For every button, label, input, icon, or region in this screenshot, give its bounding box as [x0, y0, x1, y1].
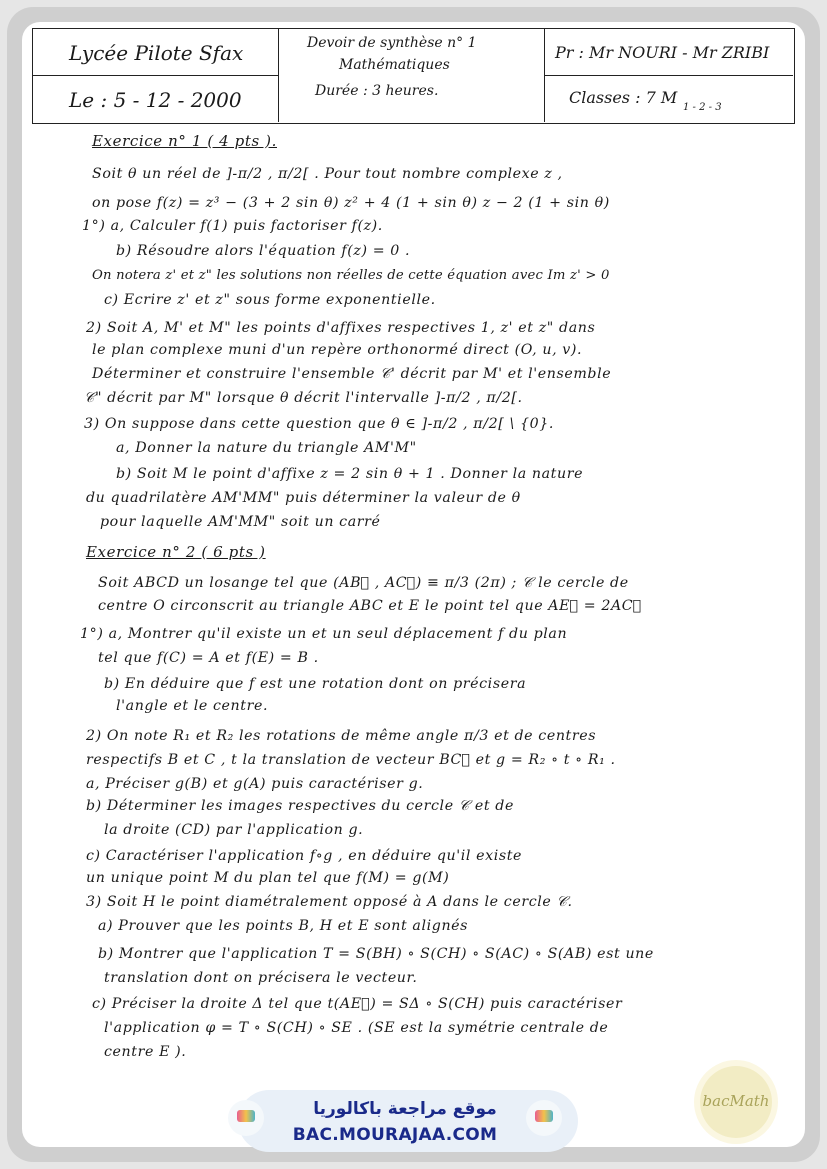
ex2-line: 3) Soit H le point diamétralement opposé à A dans le cercle 𝒞. — [86, 894, 573, 910]
exam-date: Le : 5 - 12 - 2000 — [69, 88, 242, 112]
ex2-line: translation dont on précisera le vecteur. — [104, 970, 418, 986]
ex1-line: b) Résoudre alors l'équation f(z) = 0 . — [116, 243, 411, 259]
watermark-url[interactable]: BAC.MOURAJAA.COM — [292, 1125, 498, 1145]
professors: Pr : Mr NOURI - Mr ZRIBI — [555, 43, 770, 62]
ex1-line: 𝒞" décrit par M" lorsque θ décrit l'intervalle ]-π/2 , π/2[. — [84, 390, 523, 406]
ex1-line: on pose f(z) = z³ − (3 + 2 sin θ) z² + 4 (1 + sin θ) z − 2 (1 + sin θ) — [92, 195, 610, 211]
ex2-line: a) Prouver que les points B, H et E sont alignés — [98, 918, 469, 934]
bacmath-badge-text: bacMath — [702, 1092, 770, 1110]
ex1-line: du quadrilatère AM'MM" puis déterminer la valeur de θ — [86, 490, 521, 506]
exam-subject: Mathématiques — [339, 57, 450, 73]
ex1-line: Soit θ un réel de ]-π/2 , π/2[ . Pour tout nombre complexe z , — [92, 166, 563, 182]
ex2-line: 2) On note R₁ et R₂ les rotations de même angle π/3 et de centres — [86, 728, 597, 744]
ex2-line: un unique point M du plan tel que f(M) = g(M) — [86, 870, 450, 886]
ex1-line: c) Ecrire z' et z" sous forme exponentielle. — [104, 292, 436, 308]
exercise1-title: Exercice n° 1 ( 4 pts ). — [92, 132, 277, 150]
exam-duration: Durée : 3 heures. — [315, 83, 439, 99]
ex2-line: Soit ABCD un losange tel que (AB⃗ , AC⃗) ≡ π/3 (2π) ; 𝒞 le cercle de — [98, 575, 629, 591]
ex1-line: 1°) a, Calculer f(1) puis factoriser f(z). — [82, 218, 383, 234]
ex2-line: respectifs B et C , t la translation de vecteur BC⃗ et g = R₂ ∘ t ∘ R₁ . — [86, 752, 616, 768]
class-label: Classes : 7 M — [569, 88, 678, 107]
exam-title: Devoir de synthèse n° 1 — [307, 35, 477, 51]
ex1-line: 3) On suppose dans cette question que θ ∈ ]-π/2 , π/2[ \ {0}. — [84, 416, 554, 432]
ex2-line: b) Montrer que l'application T = S(BH) ∘ S(CH) ∘ S(AC) ∘ S(AB) est une — [98, 946, 654, 962]
ex2-line: c) Caractériser l'application f∘g , en déduire qu'il existe — [86, 848, 523, 864]
ex2-line: 1°) a, Montrer qu'il existe un et un seul déplacement f du plan — [80, 626, 568, 642]
school-name: Lycée Pilote Sfax — [69, 41, 244, 65]
ex2-line: b) Déterminer les images respectives du cercle 𝒞 et de — [86, 798, 514, 814]
ex2-line: c) Préciser la droite Δ tel que t(AE⃗) = SΔ ∘ S(CH) puis caractériser — [92, 996, 623, 1012]
ex2-line: centre O circonscrit au triangle ABC et E le point tel que AE⃗ = 2AC⃗ — [98, 598, 642, 614]
ex2-line: la droite (CD) par l'application g. — [104, 822, 364, 838]
ex1-line: b) Soit M le point d'affixe z = 2 sin θ + 1 . Donner la nature — [116, 466, 584, 482]
site-logo-icon — [526, 1100, 562, 1136]
ex2-line: l'application φ = T ∘ S(CH) ∘ SE . (SE est la symétrie centrale de — [104, 1020, 609, 1036]
watermark-site-name: موقع مراجعة باكالوريا — [313, 1099, 497, 1119]
ex2-line: l'angle et le centre. — [116, 698, 269, 714]
exercise2-title: Exercice n° 2 ( 6 pts ) — [86, 543, 266, 561]
ex1-line: pour laquelle AM'MM" soit un carré — [100, 514, 381, 530]
ex2-line: tel que f(C) = A et f(E) = B . — [98, 650, 319, 666]
ex1-line: le plan complexe muni d'un repère orthonormé direct (O, u, v). — [92, 342, 583, 358]
site-logo-icon — [228, 1100, 264, 1136]
ex2-line: b) En déduire que f est une rotation dont on précisera — [104, 676, 527, 692]
ex2-line: a, Préciser g(B) et g(A) puis caractériser g. — [86, 776, 424, 792]
ex2-line: centre E ). — [104, 1044, 187, 1060]
ex1-line: a, Donner la nature du triangle AM'M" — [116, 440, 417, 456]
ex1-line: Déterminer et construire l'ensemble 𝒞' décrit par M' et l'ensemble — [92, 366, 612, 382]
ex1-line: On notera z' et z" les solutions non réelles de cette équation avec Im z' > 0 — [92, 268, 610, 283]
ex1-line: 2) Soit A, M' et M" les points d'affixes respectives 1, z' et z" dans — [86, 320, 596, 336]
class-groups: 1 - 2 - 3 — [683, 102, 722, 113]
